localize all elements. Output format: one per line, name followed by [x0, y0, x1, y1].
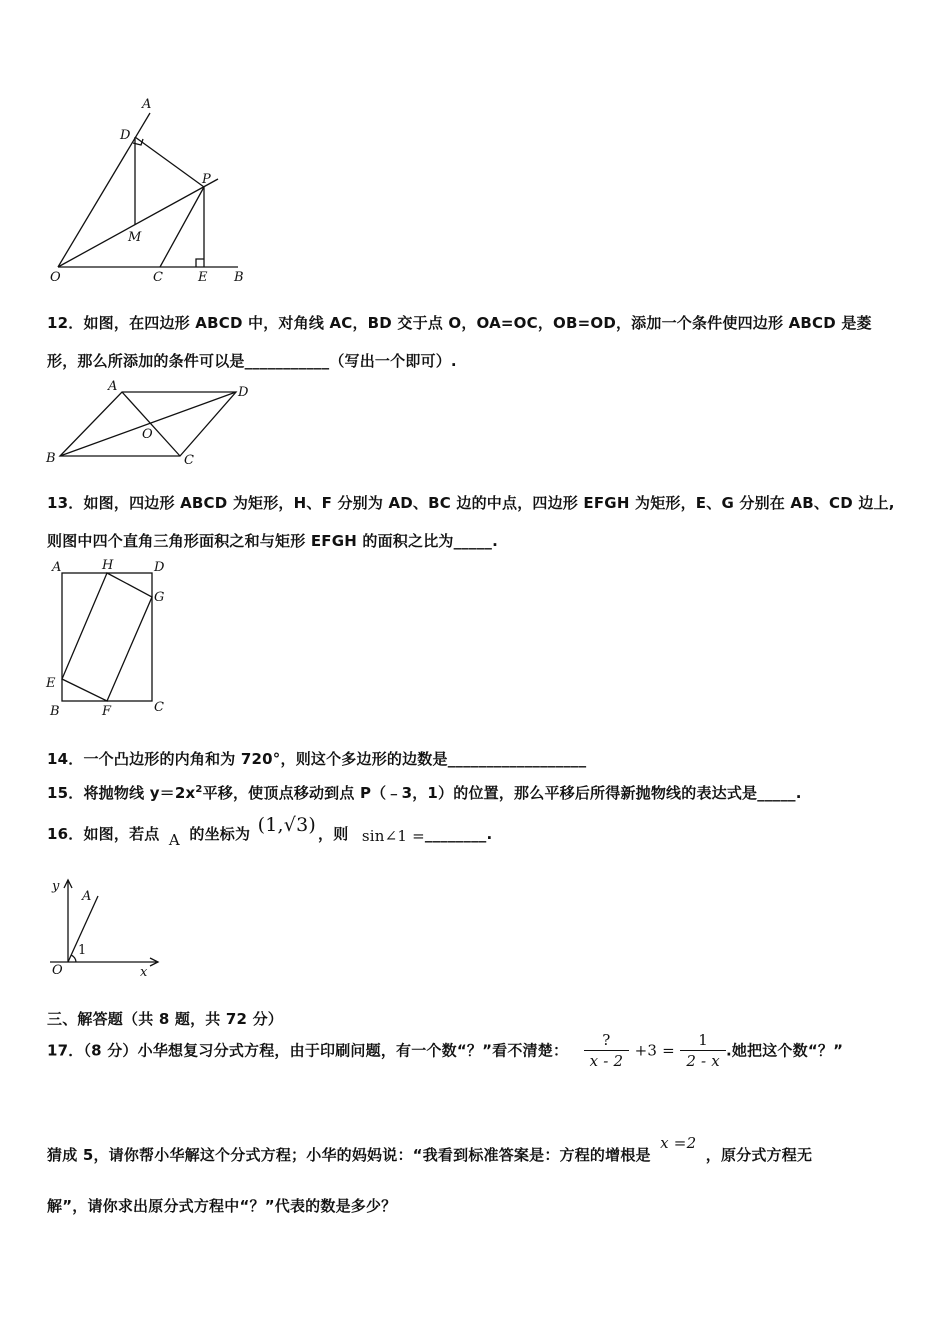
- q16-point-A: A: [168, 831, 180, 849]
- label-C: C: [153, 270, 163, 285]
- rectangle-ABCD: [62, 573, 152, 701]
- figure-q11: [40, 95, 260, 290]
- label-H: H: [102, 558, 114, 573]
- q17-frac1-denominator: x - 2: [589, 1052, 624, 1070]
- q15-post: 平移，使顶点移动到点 P（﹣3，1）的位置，那么平移后所得新抛物线的表达式是_____.: [202, 784, 802, 802]
- label-O: O: [142, 427, 153, 442]
- q17-frac1-numerator: ?: [584, 1030, 630, 1051]
- label-B: B: [234, 270, 244, 285]
- figure-q13: [40, 555, 180, 720]
- q14-text: 14．一个凸边形的内角和为 720°，则这个多边形的边数是__________________: [47, 750, 587, 768]
- label-M: M: [128, 230, 142, 245]
- label-E: E: [198, 270, 208, 285]
- label-A: A: [52, 560, 62, 575]
- label-B: B: [50, 704, 60, 719]
- q16-answer-blank[interactable]: ________.: [424, 825, 493, 843]
- q12-line1: 12．如图，在四边形 ABCD 中，对角线 AC，BD 交于点 O，OA=OC，OB=OD，添加一个条件使四边形 ABCD 是菱: [47, 314, 872, 332]
- label-O: O: [52, 963, 63, 978]
- label-O: O: [50, 270, 61, 285]
- q17-frac2-denominator: 2 - x: [686, 1052, 720, 1070]
- q15-exponent: 2: [195, 784, 203, 795]
- label-D: D: [238, 385, 249, 400]
- q17-line2-pre: 猜成 5，请你帮小华解这个分式方程；小华的妈妈说：“我看到标准答案是：方程的增根是: [47, 1146, 651, 1164]
- q16-coordinate: (1,√3): [257, 814, 317, 836]
- label-D: D: [154, 560, 165, 575]
- q17-fraction-unknown: [584, 1030, 630, 1071]
- label-A: A: [82, 889, 92, 904]
- q17-fraction-right: [680, 1030, 726, 1071]
- rectangle-EFGH: [62, 573, 152, 701]
- q17-pre: 17．（8 分）小华想复习分式方程，由于印刷问题，有一个数“？”看不清楚：: [47, 1041, 569, 1060]
- q13-line1: 13．如图，四边形 ABCD 为矩形，H、F 分别为 AD、BC 边的中点，四边形 EFGH 为矩形，E、G 分别在 AB、CD 边上,: [47, 494, 895, 512]
- q17-line2: [47, 1134, 813, 1165]
- label-A: A: [142, 97, 152, 112]
- q15-pre: 15．将抛物线 y＝2x: [47, 784, 196, 802]
- diagonal-BD: [60, 392, 236, 456]
- q17-line2-post: ，原分式方程无: [705, 1146, 813, 1164]
- q16-mid: 的坐标为: [189, 825, 251, 843]
- label-x: x: [140, 965, 148, 980]
- q17-line1: [47, 1030, 843, 1071]
- label-P: P: [202, 172, 211, 187]
- section3-title: 三、解答题（共 8 题，共 72 分）: [47, 1010, 284, 1028]
- diagonal-AC: [122, 392, 180, 456]
- q12-line2: [47, 350, 457, 371]
- label-D: D: [120, 128, 131, 143]
- label-F: F: [102, 704, 112, 719]
- figure-q16: [40, 872, 170, 984]
- q15-text: [47, 782, 802, 803]
- label-y: y: [52, 879, 60, 894]
- line-OP: [58, 179, 218, 267]
- q13-line2: 则图中四个直角三角形面积之和与矩形 EFGH 的面积之比为_____.: [47, 532, 499, 550]
- q16-then: ，则: [318, 825, 349, 843]
- label-B: B: [46, 451, 56, 466]
- right-angle-E: [196, 259, 204, 267]
- label-E: E: [46, 676, 56, 691]
- q16-sin-angle: sin∠1 =: [361, 827, 425, 845]
- angle-1-arc: [71, 955, 76, 962]
- q12-line2-post: （写出一个即可）.: [329, 352, 457, 370]
- q12-line2-pre: 形，那么所添加的条件可以是: [47, 352, 245, 370]
- q17-plus-three: +3 =: [634, 1041, 675, 1060]
- label-C: C: [154, 700, 164, 715]
- q12-answer-blank[interactable]: ___________: [244, 352, 330, 370]
- label-C: C: [184, 453, 194, 468]
- q17-line3: 解”，请你求出原分式方程中“？”代表的数是多少？: [47, 1197, 397, 1215]
- figure-q12: [40, 378, 260, 470]
- segment-DP: [135, 137, 204, 187]
- label-1: 1: [78, 943, 87, 958]
- q16-pre: 16．如图，若点: [47, 825, 160, 843]
- q17-extraneous-root: x =2: [660, 1134, 697, 1152]
- label-A: A: [108, 379, 118, 394]
- q17-frac2-numerator: 1: [680, 1030, 726, 1051]
- q17-post: .她把这个数“？”: [725, 1041, 844, 1060]
- q16-text: [47, 814, 493, 849]
- label-G: G: [154, 590, 165, 605]
